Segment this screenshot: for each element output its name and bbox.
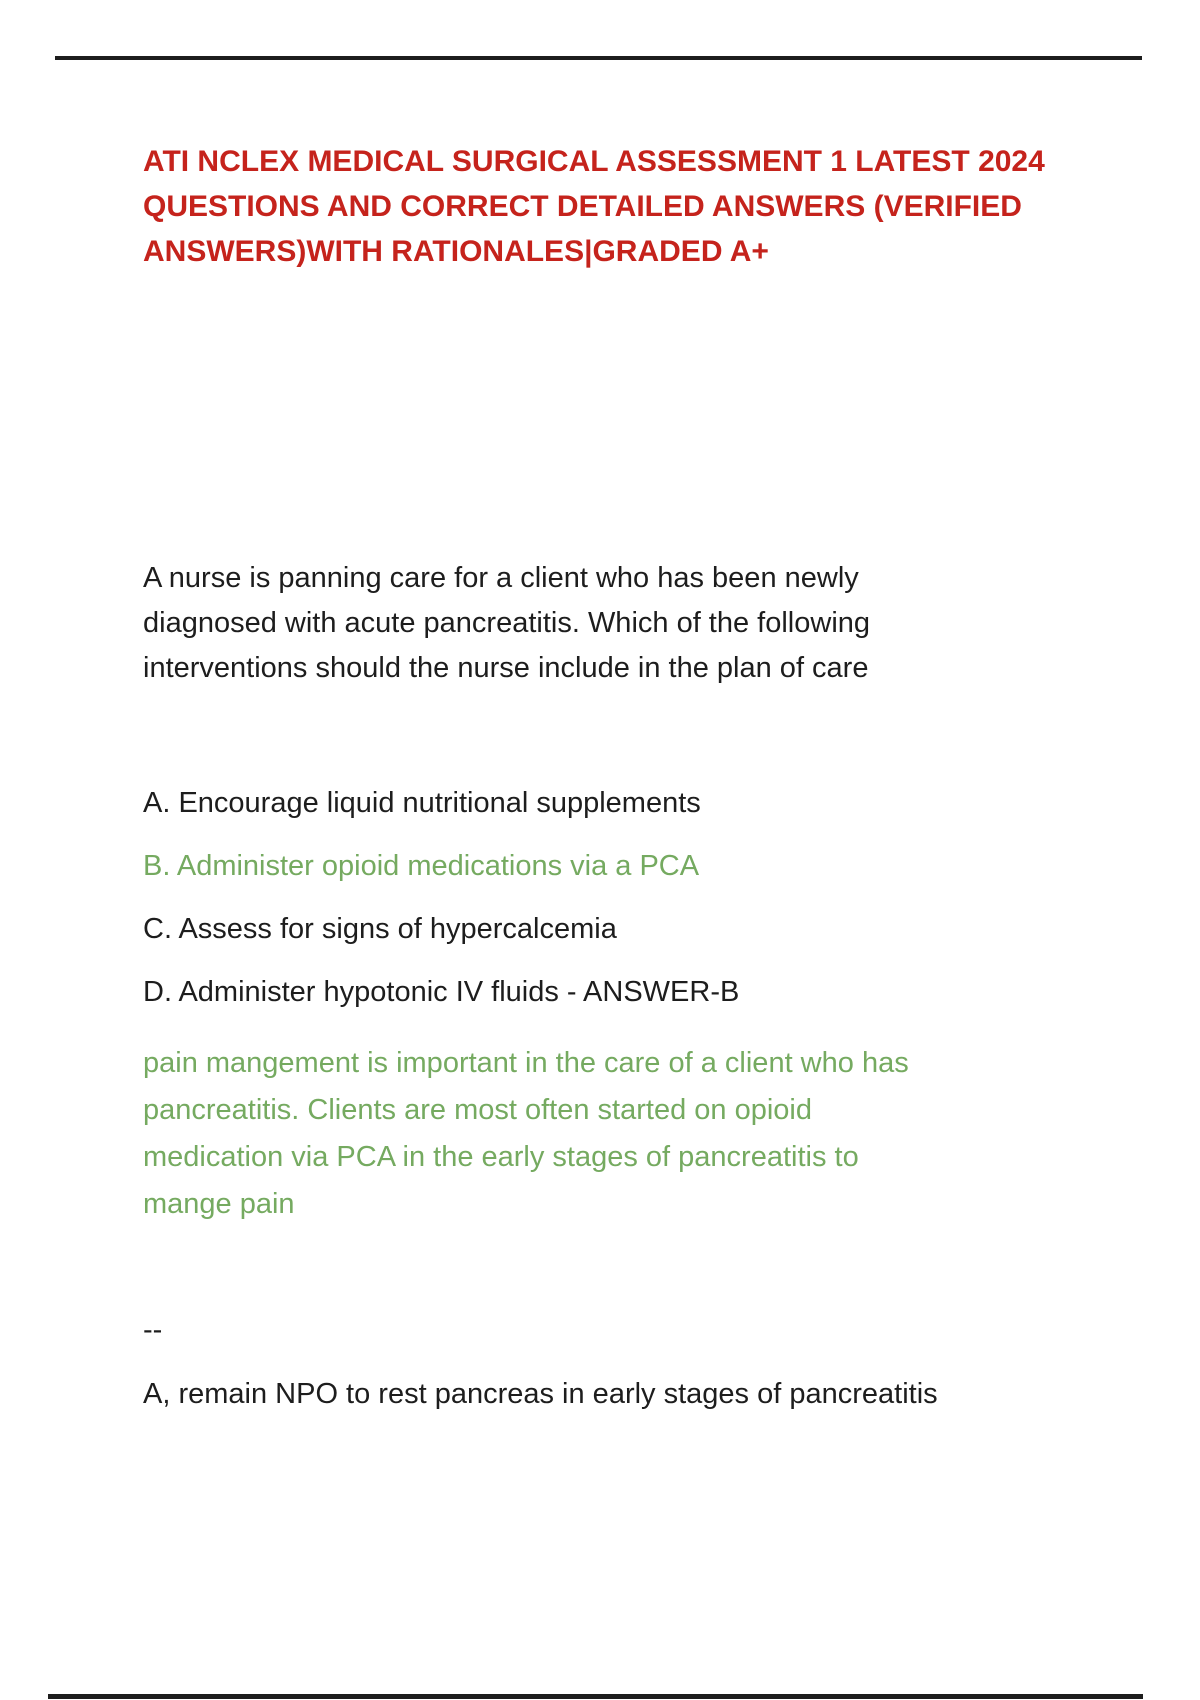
title-line: ATI NCLEX MEDICAL SURGICAL ASSESSMENT 1 LATEST 2024 [143,145,1045,178]
title-line: QUESTIONS AND CORRECT DETAILED ANSWERS (VERIFIED [143,190,1022,223]
rationale-text [143,1040,909,1228]
rationale-line: pain mangement is important in the care of a client who has [143,1047,909,1079]
question-line: A nurse is panning care for a client who has been newly [143,562,859,594]
answer-option-b-correct: B. Administer opioid medications via a PCA [143,850,700,882]
separator-dashes: -- [143,1314,163,1346]
question-line: diagnosed with acute pancreatitis. Which of the following [143,607,871,639]
document-title [143,139,1045,274]
rationale-line: medication via PCA in the early stages of pancreatitis to [143,1141,859,1173]
answer-option-d: D. Administer hypotonic IV fluids - ANSWER-B [143,976,740,1008]
answer-option-c: C. Assess for signs of hypercalcemia [143,913,617,945]
answer-option-a: A. Encourage liquid nutritional supplements [143,787,701,819]
question-text [143,556,870,691]
rationale-line: mange pain [143,1188,295,1220]
title-line: ANSWERS)WITH RATIONALES|GRADED A+ [143,235,769,268]
rationale-line: pancreatitis. Clients are most often started on opioid [143,1094,812,1126]
note-text: A, remain NPO to rest pancreas in early stages of pancreatitis [143,1378,938,1410]
question-line: interventions should the nurse include in the plan of care [143,652,869,684]
top-divider [55,56,1142,60]
bottom-divider [48,1694,1143,1699]
